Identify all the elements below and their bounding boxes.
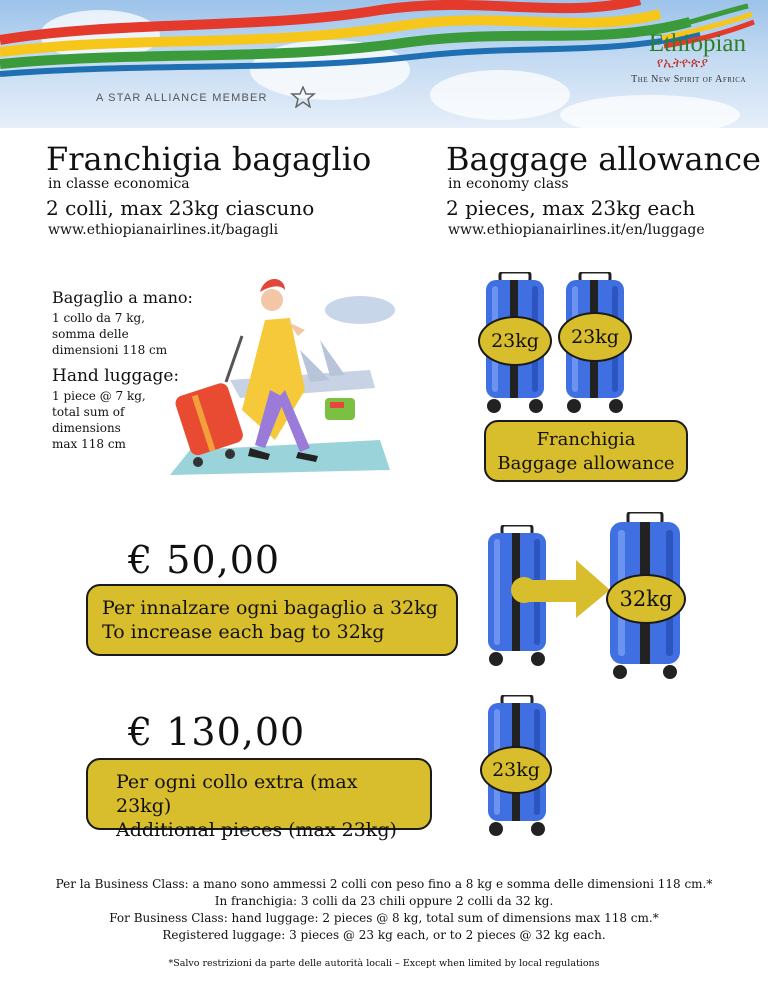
business-line: Per la Business Class: a mano sono ammessi 2 colli con peso fino a 8 kg e somma delle dimensioni 118 cm.* (55, 877, 713, 891)
hand-luggage-en-line: dimensions (52, 421, 121, 435)
hand-luggage-en-line: 1 piece @ 7 kg, (52, 389, 146, 403)
ethiopian-logo-text: Ethiopian (648, 30, 746, 57)
italian-url[interactable]: www.ethiopianairlines.it/bagagli (48, 222, 279, 238)
allowance-box (484, 420, 688, 482)
star-alliance-text: A STAR ALLIANCE MEMBER (96, 92, 268, 104)
hand-luggage-it-text (52, 310, 167, 358)
english-title: Baggage allowance (446, 140, 761, 178)
allowance-box-line: Baggage allowance (497, 453, 675, 474)
hand-luggage-it-line: somma delle (52, 327, 129, 341)
hand-luggage-en-line: total sum of (52, 405, 125, 419)
italian-pieces: 2 colli, max 23kg ciascuno (46, 196, 315, 220)
upgrade-box (86, 584, 458, 656)
flag-ribbons-graphic (0, 0, 768, 128)
extra-price: € 130,00 (128, 710, 306, 754)
weight-badge-23kg: 23kg (558, 312, 632, 362)
hand-luggage-en-line: max 118 cm (52, 437, 126, 451)
weight-badge-23kg: 23kg (480, 746, 552, 794)
english-pieces: 2 pieces, max 23kg each (446, 196, 696, 220)
weight-badge-23kg: 23kg (478, 316, 552, 366)
hand-luggage-it-line: dimensioni 118 cm (52, 343, 168, 357)
header-banner (0, 0, 768, 128)
logo-tagline: The New Spirit of Africa (631, 74, 746, 85)
footnote: *Salvo restrizioni da parte delle autorità locali – Except when limited by local regulations (168, 958, 600, 969)
italian-title: Franchigia bagaglio (46, 140, 372, 178)
upgrade-price: € 50,00 (128, 538, 281, 582)
extra-box (86, 758, 432, 841)
hand-luggage-en-text (52, 388, 146, 452)
extra-line: Additional pieces (max 23kg) (116, 819, 397, 841)
business-line: For Business Class: hand luggage: 2 pieces @ 8 kg, total sum of dimensions max 118 cm.* (109, 911, 659, 925)
allowance-box-line: Franchigia (536, 429, 636, 450)
hand-luggage-it-line: 1 collo da 7 kg, (52, 311, 145, 325)
weight-badge-32kg: 32kg (606, 574, 686, 624)
hand-luggage-it-title: Bagaglio a mano: (52, 288, 193, 307)
business-line: In franchigia: 3 colli da 23 chili oppure 2 colli da 32 kg. (214, 894, 554, 908)
business-line: Registered luggage: 3 pieces @ 23 kg each, or to 2 pieces @ 32 kg each. (162, 928, 606, 942)
traveler-illustration (170, 270, 400, 480)
english-subtitle: in economy class (448, 176, 569, 192)
upgrade-arrow (510, 556, 612, 620)
extra-line: Per ogni collo extra (max 23kg) (116, 771, 358, 817)
ethiopian-logo-script: የኢትዮጵያ (656, 56, 708, 71)
star-alliance-icon (290, 86, 316, 108)
english-url[interactable]: www.ethiopianairlines.it/en/luggage (448, 222, 705, 238)
italian-subtitle: in classe economica (48, 176, 190, 192)
upgrade-line: To increase each bag to 32kg (102, 621, 385, 643)
upgrade-line: Per innalzare ogni bagaglio a 32kg (102, 597, 438, 619)
hand-luggage-en-title: Hand luggage: (52, 366, 180, 386)
business-class-info (0, 876, 768, 944)
